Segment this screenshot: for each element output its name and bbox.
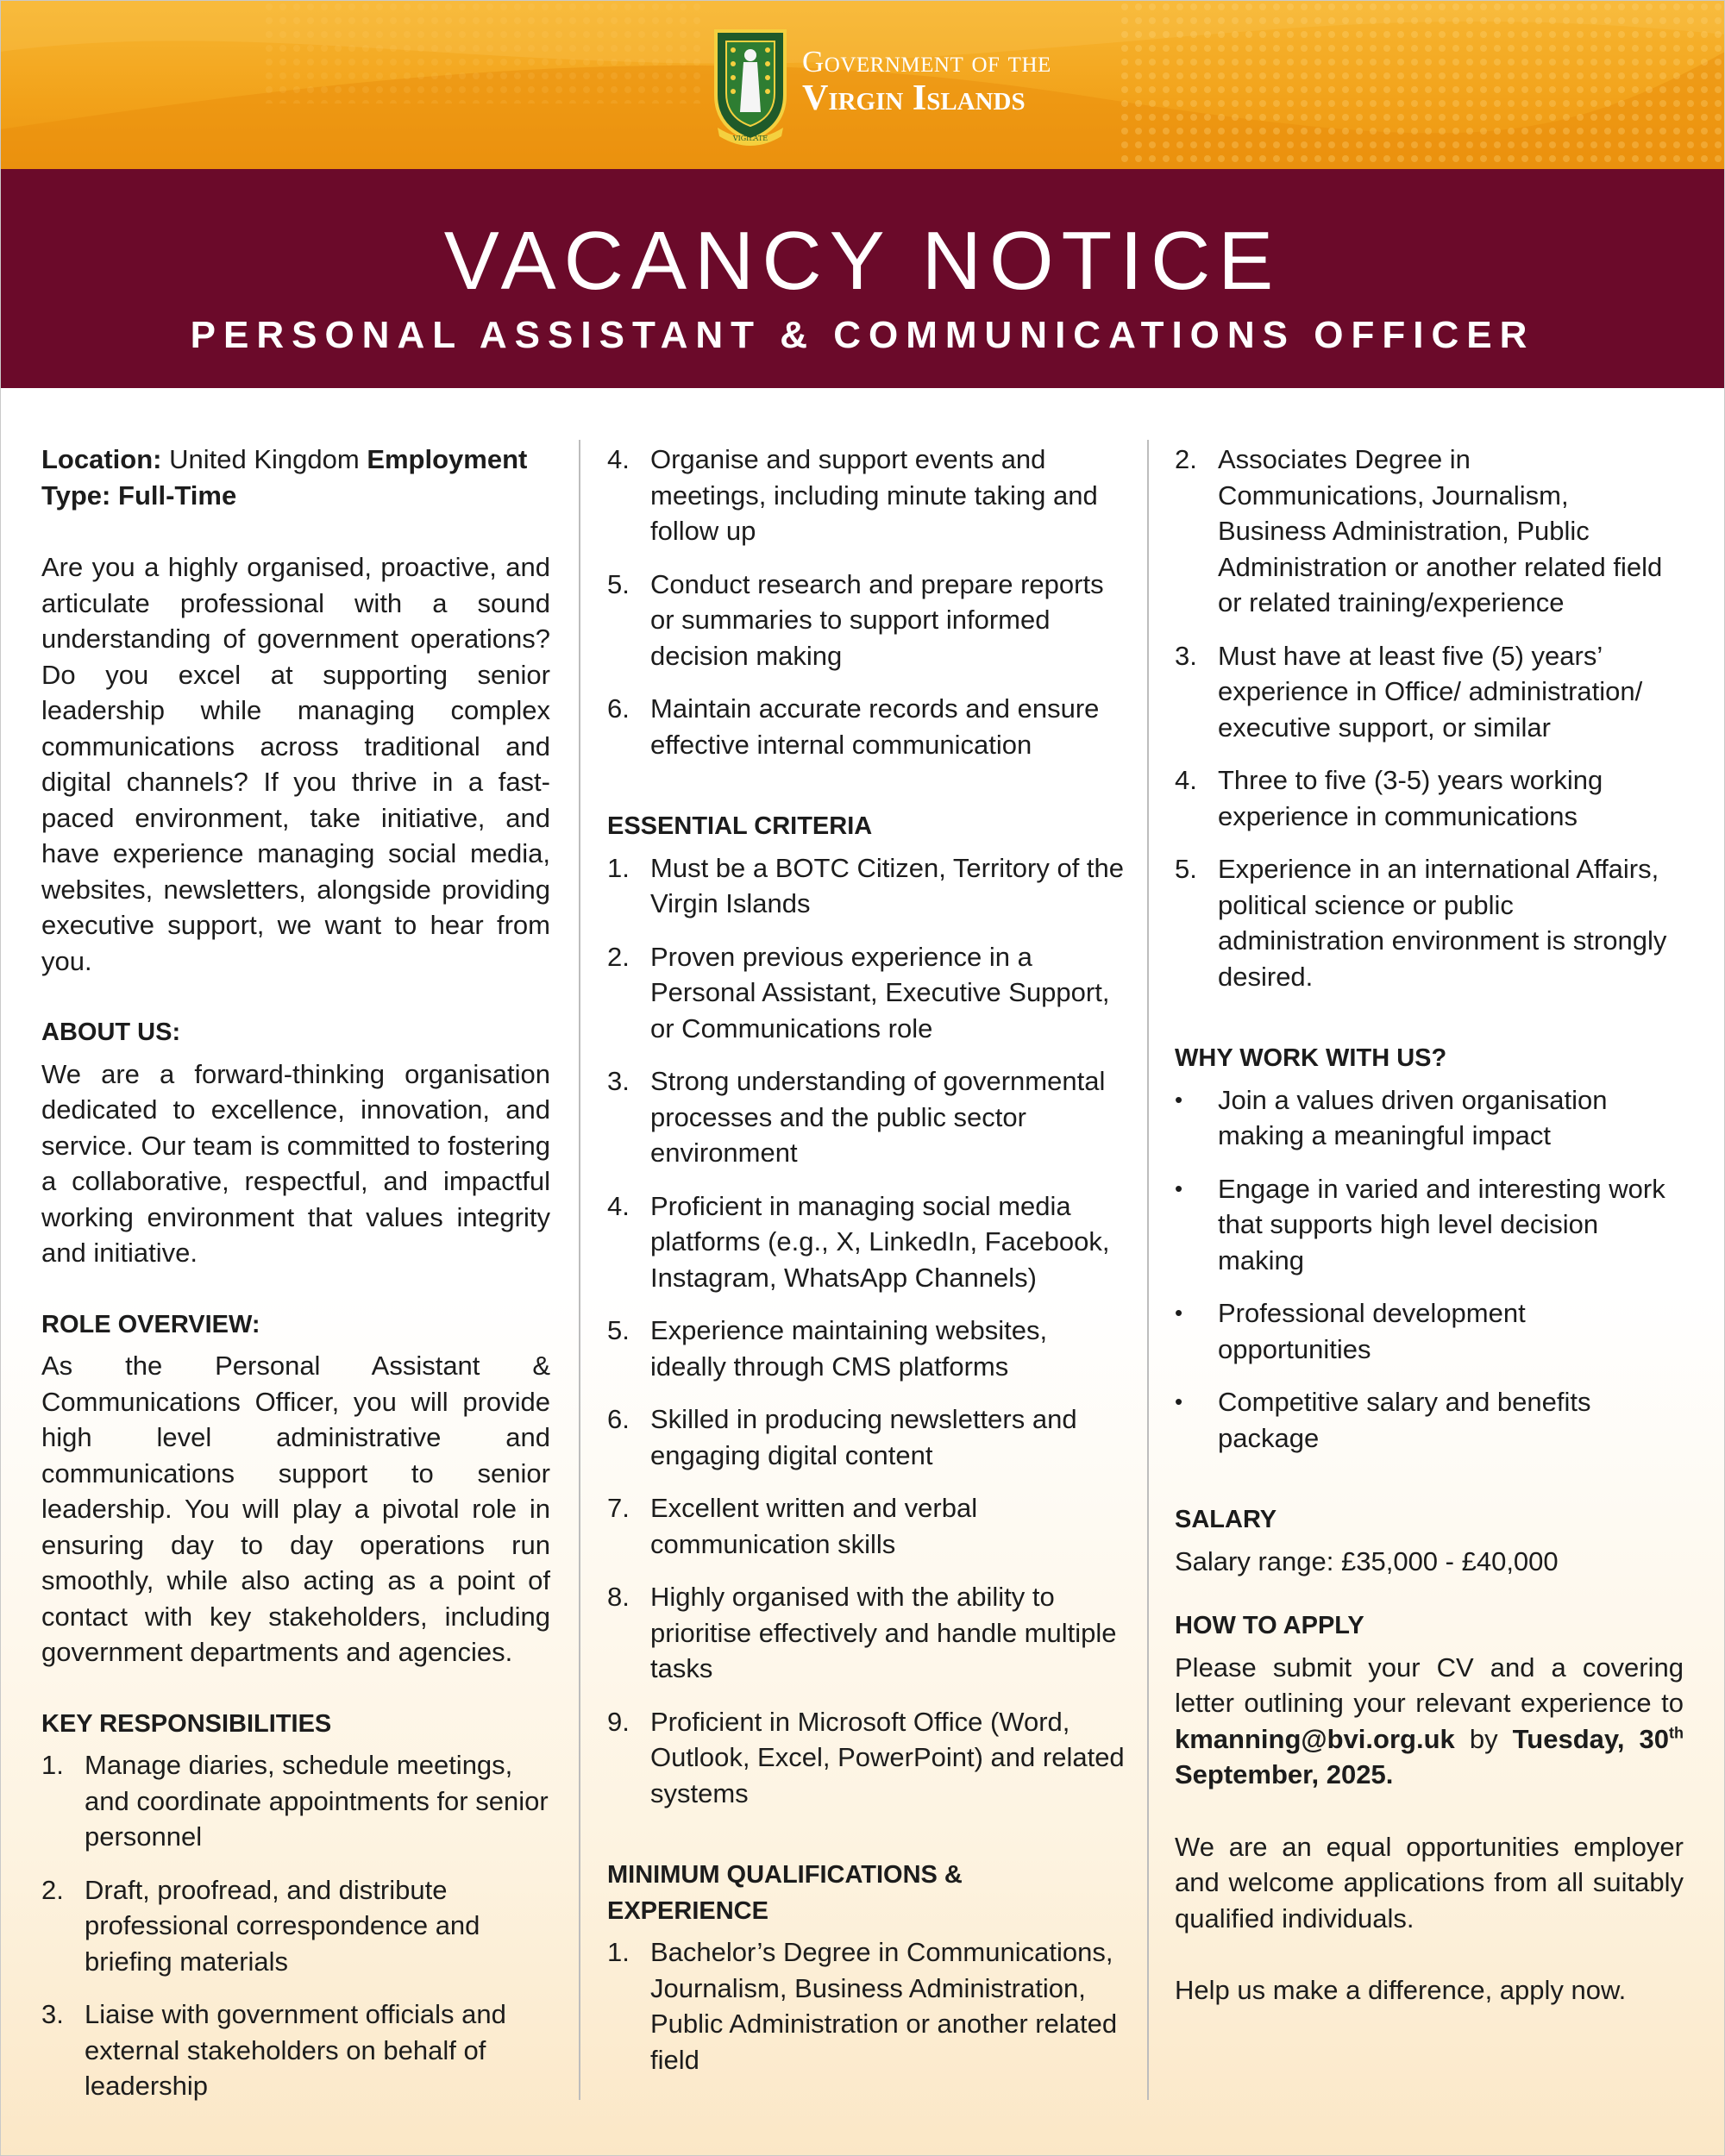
list-item: 1. Bachelor’s Degree in Communications, Journalism, Business Administration, Public Administration or another related field — [607, 1937, 1118, 2075]
page-title: VACANCY NOTICE — [443, 215, 1282, 307]
employment-label: Employment — [367, 444, 528, 474]
essential-list — [607, 850, 1125, 1812]
qualifications-heading-line2: EXPERIENCE — [607, 1896, 768, 1925]
bullet-icon: • — [1175, 1175, 1183, 1201]
about-heading: ABOUT US: — [41, 1018, 181, 1046]
responsibilities-heading: KEY RESPONSIBILITIES — [41, 1709, 332, 1738]
column-left — [41, 442, 550, 2122]
salary-heading: SALARY — [1175, 1506, 1277, 1533]
list-item: 1. Must be a BOTC Citizen, Territory of the Virgin Islands — [607, 852, 1125, 918]
qualifications-heading-line1: MINIMUM QUALIFICATIONS & — [607, 1861, 963, 1889]
list-item: 2. Draft, proofread, and distribute professional correspondence and briefing materials — [41, 1874, 480, 1977]
column-middle — [607, 442, 1125, 2095]
location-value: United Kingdom — [161, 444, 367, 474]
qualifications-list-part2 — [1175, 442, 1684, 994]
salary-text: Salary range: £35,000 - £40,000 — [1175, 1545, 1559, 1576]
list-item: • Professional development opportunities — [1175, 1295, 1684, 1367]
list-item: 3. Must have at least five (5) years’ experience in Office/ administration/ executive support, or similar — [1175, 640, 1643, 743]
column-right — [1175, 442, 1684, 2009]
list-item: 9. Proficient in Microsoft Office (Word, Outlook, Excel, PowerPoint) and related systems — [607, 1706, 1125, 1808]
bullet-icon: • — [1175, 1086, 1183, 1112]
list-item: 6. Maintain accurate records and ensure effective internal communication — [607, 693, 1100, 760]
list-item: 4. Three to five (3-5) years working experience in communications — [1175, 765, 1603, 831]
why-heading: WHY WORK WITH US? — [1175, 1044, 1447, 1072]
government-logo — [707, 26, 1104, 147]
header-band — [0, 0, 1725, 169]
deadline-date: Tuesday, 30th September, 2025. — [1175, 1723, 1684, 1789]
list-item: 3. Liaise with government officials and external stakeholders on behalf of leadership — [41, 1999, 506, 2101]
government-name-line2: Virgin Islands — [802, 78, 1026, 118]
role-heading: ROLE OVERVIEW: — [41, 1310, 260, 1338]
list-item: • Join a values driven organisation making a meaningful impact — [1175, 1082, 1684, 1154]
bullet-icon: • — [1175, 1300, 1183, 1326]
bullet-icon: • — [1175, 1388, 1183, 1414]
why-list — [1175, 1082, 1684, 1457]
apply-heading: HOW TO APPLY — [1175, 1612, 1364, 1639]
list-item: 5. Experience in an international Affairs, political science or public administration environment is strongly desired. — [1175, 854, 1667, 992]
list-item: 3. Strong understanding of governmental processes and the public sector environment — [607, 1066, 1106, 1168]
motto-text: VIGILATE — [732, 135, 768, 142]
list-item: 1. Manage diaries, schedule meetings, and coordinate appointments for senior personnel — [41, 1750, 549, 1852]
list-item: 4. Organise and support events and meetings, including minute taking and follow up — [607, 444, 1098, 546]
column-divider-1 — [579, 440, 580, 2100]
responsibilities-list-part1 — [41, 1747, 550, 2104]
closing-text: Help us make a difference, apply now. — [1175, 1975, 1627, 2005]
list-item: 5. Conduct research and prepare reports or summaries to support informed decision making — [607, 568, 1104, 671]
government-name-line1: Government of the — [802, 45, 1051, 78]
type-value: Full-Time — [110, 479, 237, 511]
equal-opportunities-text: We are an equal opportunities employer and welcome applications from all suitably qualified individuals. — [1175, 1831, 1684, 1934]
intro-paragraph: Are you a highly organised, proactive, and articulate professional with a sound understanding of government operations? Do you excel at supporting senior leadership while managing complex communications across traditional and digital channels? If you thrive in a fast-paced environment, take initiative, and have experience managing social media, websites, newsletters, alongside providing executive support, we want to hear from you. — [41, 552, 550, 976]
role-text: As the Personal Assistant & Communications Officer, you will provide high level administrative and communications support to senior leadership. You will play a pivotal role in ensuring day to day operations run smoothly, while also acting as a point of contact with key stakeholders, including government departments and agencies. — [41, 1351, 550, 1667]
list-item: • Engage in varied and interesting work that supports high level decision making — [1175, 1171, 1684, 1279]
government-name — [802, 47, 1051, 116]
list-item: 8. Highly organised with the ability to prioritise effectively and handle multiple tasks — [607, 1582, 1117, 1683]
apply-email-link[interactable]: kmanning@bvi.org.uk — [1175, 1723, 1455, 1754]
list-item: 5. Experience maintaining websites, ideally through CMS platforms — [607, 1315, 1048, 1382]
column-divider-2 — [1147, 440, 1149, 2100]
about-text: We are a forward-thinking organisation dedicated to excellence, innovation, and service. Our team is committed to fostering a collaborative, respectful, and impactful working environment that values integrity and initiative. — [41, 1058, 550, 1268]
coat-of-arms-icon — [707, 26, 794, 147]
list-item: 6. Skilled in producing newsletters and engaging digital content — [607, 1404, 1077, 1470]
list-item: 7. Excellent written and verbal communication skills — [607, 1493, 978, 1559]
responsibilities-list-part2 — [607, 442, 1125, 762]
qualifications-list-part1 — [607, 1934, 1125, 2078]
list-item: • Competitive salary and benefits package — [1175, 1384, 1684, 1456]
essential-heading: ESSENTIAL CRITERIA — [607, 812, 873, 840]
list-item: 2. Associates Degree in Communications, Journalism, Business Administration, Public Administration or another related field or related training/experience — [1175, 444, 1663, 617]
location-line — [41, 442, 550, 513]
apply-text: Please submit your CV and a covering letter outlining your relevant experience to kmanning@bvi.org.uk by Tuesday, 30th September, 2025. — [1175, 1651, 1684, 1789]
location-label: Location: — [41, 444, 162, 474]
qualifications-heading — [607, 1858, 1125, 1929]
title-banner — [0, 169, 1725, 388]
type-label: Type: — [41, 479, 111, 511]
list-item: 2. Proven previous experience in a Personal Assistant, Executive Support, or Communications role — [607, 941, 1110, 1044]
list-item: 4. Proficient in managing social media platforms (e.g., X, LinkedIn, Facebook, Instagram, WhatsApp Channels) — [607, 1190, 1110, 1293]
job-title: PERSONAL ASSISTANT & COMMUNICATIONS OFFICER — [190, 314, 1535, 356]
